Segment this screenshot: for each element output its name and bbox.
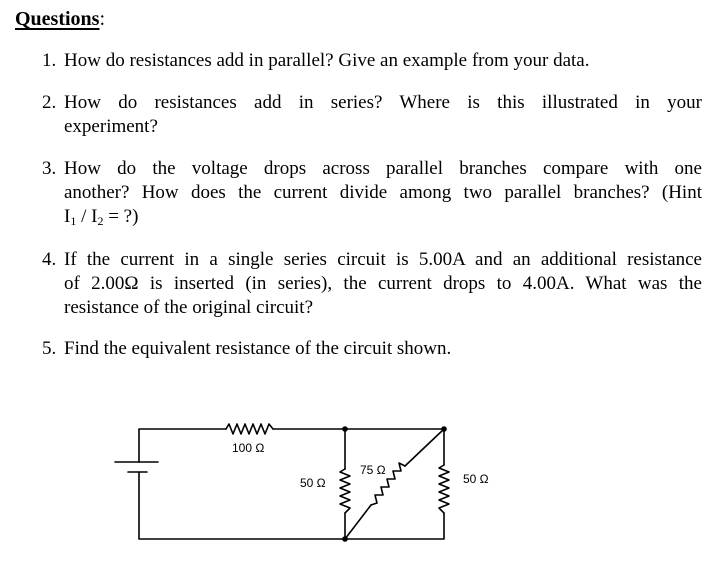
hint-subscript-1: 1: [70, 214, 77, 228]
question-line: How do resistances add in parallel? Give an example from your data.: [64, 50, 590, 71]
question-number: 3.: [42, 158, 57, 179]
label-50-ohm-left: 50 Ω: [300, 476, 326, 490]
resistor-50-ohm-right: [439, 465, 449, 513]
wire-top-right: [345, 429, 444, 465]
junction-dot: [342, 536, 348, 542]
hint-middle: / I: [76, 206, 98, 227]
resistor-100-ohm: [226, 424, 273, 434]
question-line: of 2.00Ω is inserted (in series), the current drops to 4.00A. What was the: [64, 273, 702, 294]
question-line: experiment?: [64, 116, 158, 137]
questions-heading-colon: :: [99, 8, 106, 30]
question-line: Find the equivalent resistance of the circuit shown.: [64, 338, 452, 359]
question-line: If the current in a single series circuit is 5.00A and an additional resistance: [64, 249, 702, 270]
hint-prefix: I: [64, 206, 71, 227]
question-line: How do resistances add in series? Where is this illustrated in your: [64, 92, 702, 113]
question-line: resistance of the original circuit?: [64, 297, 314, 318]
hint-suffix: = ?): [103, 206, 139, 227]
question-number: 4.: [42, 249, 57, 270]
junction-dot: [342, 426, 348, 432]
wire-top-left: [139, 429, 226, 462]
question-number: 2.: [42, 92, 57, 113]
question-line: How do the voltage drops across parallel branches compare with one: [64, 158, 702, 179]
question-line: another? How does the current divide among two parallel branches? (Hint: [64, 182, 702, 203]
label-100-ohm: 100 Ω: [232, 441, 265, 455]
label-50-ohm-right: 50 Ω: [463, 472, 489, 486]
wire-bottom-right: [345, 513, 444, 539]
question-number: 1.: [42, 50, 57, 71]
hint-subscript-2: 2: [97, 214, 104, 228]
wire-diagonal-upper: [405, 429, 444, 466]
circuit-junctions: [342, 426, 447, 542]
question-number: 5.: [42, 338, 57, 359]
label-75-ohm: 75 Ω: [360, 463, 386, 477]
questions-heading-text: Questions: [15, 8, 100, 30]
resistor-50-ohm-left: [340, 469, 350, 513]
junction-dot: [441, 426, 447, 432]
wire-top-middle: [273, 429, 345, 469]
